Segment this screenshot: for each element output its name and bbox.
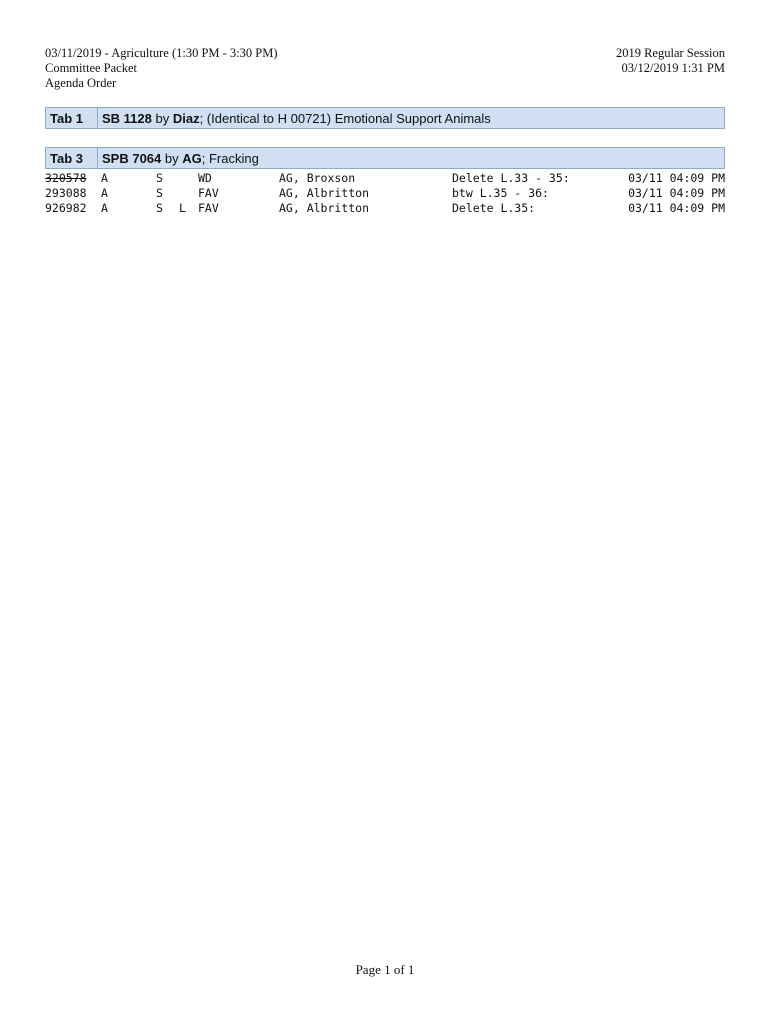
amendment-row [45,186,725,201]
tab-label: Tab 3 [46,148,98,168]
tab-label: Tab 1 [46,108,98,128]
bill-by: by [151,110,173,126]
amendment-row [45,171,725,186]
bill-number: SPB 7064 [102,150,162,166]
amendment-l-flag: L [179,201,186,215]
amendment-sponsor: AG, Albritton [279,201,370,215]
amendment-row [45,201,725,216]
amendment-number: 926982 [45,201,87,215]
amendment-type: A [101,201,108,215]
page-number: Page 1 of 1 [355,962,415,977]
amendment-action: FAV [198,186,219,200]
bill-subject: ; (Identical to H 00721) Emotional Support Animals [199,110,491,126]
amendment-sponsor: AG, Albritton [279,186,370,200]
bill-title [98,151,259,166]
amendment-s-flag: S [156,186,163,200]
amendment-type: A [101,186,108,200]
report-header-left [45,46,278,91]
amendment-action: WD [198,171,212,185]
bill-title [98,111,491,126]
amendment-number: 320578 [45,171,87,185]
bill-sponsor: AG [182,150,202,166]
agenda-tab-bar [45,147,725,169]
generated-timestamp: 03/12/2019 1:31 PM [621,61,725,75]
amendment-s-flag: S [156,201,163,215]
amendment-s-flag: S [156,171,163,185]
amendment-date: 03/11 04:09 PM [628,171,725,185]
bill-by: by [161,150,183,166]
report-header-right [616,46,725,76]
order-label: Agenda Order [45,76,117,90]
packet-label: Committee Packet [45,61,137,75]
amendment-description: Delete L.35: [452,201,536,215]
amendment-date: 03/11 04:09 PM [628,201,725,215]
meeting-title: 03/11/2019 - Agriculture (1:30 PM - 3:30 PM) [45,46,278,60]
agenda-tab-bar [45,107,725,129]
bill-subject: ; Fracking [201,150,259,166]
bill-number: SB 1128 [102,110,152,126]
amendment-number: 293088 [45,186,87,200]
amendment-description: Delete L.33 - 35: [452,171,570,185]
amendment-type: A [101,171,108,185]
amendment-action: FAV [198,201,219,215]
amendment-sponsor: AG, Broxson [279,171,356,185]
amendment-description: btw L.35 - 36: [452,186,549,200]
session-label: 2019 Regular Session [615,46,725,60]
bill-sponsor: Diaz [172,110,200,126]
amendment-date: 03/11 04:09 PM [628,186,725,200]
